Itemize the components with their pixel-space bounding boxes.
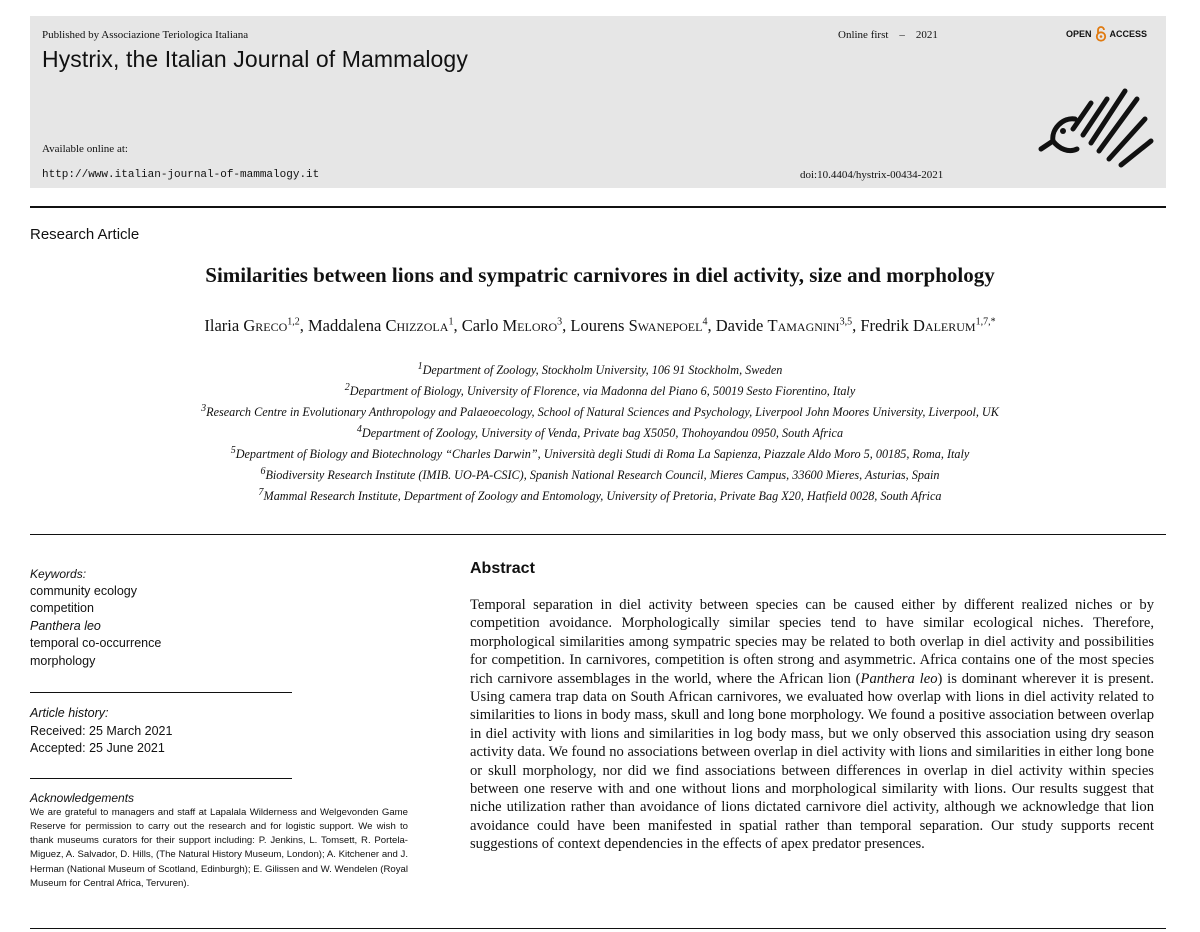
author-separator: , — [453, 316, 462, 335]
affiliation — [0, 400, 1200, 421]
affiliation-text: Biodiversity Research Institute (IMIB. UO-PA-CSIC), Spanish National Research Council, Mieres Campus, 33600 Mieres, Asturias, Spain — [265, 468, 940, 483]
affiliation-number: 7 — [258, 487, 264, 499]
affiliation-text: Department of Zoology, Stockholm University, 106 91 Stockholm, Sweden — [422, 363, 783, 378]
accepted-date: Accepted: 25 June 2021 — [30, 741, 165, 756]
author-first-name: Maddalena — [308, 316, 382, 335]
author-separator: , — [299, 316, 308, 335]
open-access-icon — [1095, 26, 1107, 42]
affiliation-number: 3 — [201, 403, 207, 415]
article-type: Research Article — [30, 226, 140, 243]
section-rule — [30, 534, 1166, 535]
affiliation — [0, 358, 1200, 379]
authors-line — [0, 316, 1200, 336]
affiliation-number: 1 — [417, 361, 423, 372]
author-last-name: Meloro — [502, 316, 558, 335]
author — [570, 316, 715, 335]
affiliation-number: 4 — [356, 424, 362, 436]
author-last-name: Greco — [243, 316, 288, 335]
online-first — [838, 29, 938, 41]
keyword: Panthera leo — [30, 618, 101, 633]
abstract-species: Panthera leo — [860, 670, 938, 687]
open-label: OPEN — [1066, 29, 1092, 39]
author-affiliation-marker: 1 — [448, 316, 454, 328]
author — [204, 316, 308, 335]
affiliations — [0, 358, 1200, 505]
affiliation — [0, 484, 1200, 505]
received-date: Received: 25 March 2021 — [30, 723, 173, 738]
author — [716, 316, 861, 335]
abstract-section — [470, 560, 1154, 854]
online-first-label: Online first — [838, 29, 889, 41]
keywords-list — [30, 583, 410, 670]
bottom-rule — [30, 928, 1166, 929]
access-label: ACCESS — [1109, 29, 1148, 39]
top-rule — [30, 206, 1166, 208]
affiliation-text: Department of Biology, University of Florence, via Madonna del Piano 6, 50019 Sesto Fiorentino, Italy — [349, 384, 856, 399]
author — [462, 316, 571, 335]
author-affiliation-marker: 1,7,* — [975, 316, 996, 328]
abstract-heading: Abstract — [470, 560, 535, 577]
author-affiliation-marker: 1,2 — [287, 316, 300, 328]
acknowledgements-label: Acknowledgements — [30, 790, 135, 805]
publisher: Published by Associazione Teriologica Italiana — [42, 29, 249, 41]
affiliation-number: 6 — [260, 466, 266, 478]
author-last-name: Tamagnini — [767, 316, 840, 335]
affiliation-text: Department of Zoology, University of Venda, Private bag X5050, Thohoyandou 0950, South Africa — [361, 426, 844, 441]
author-separator: , — [707, 316, 716, 335]
author — [860, 316, 995, 335]
affiliation-text: Department of Biology and Biotechnology “Charles Darwin”, Università degli Studi di Roma La Sapienza, Piazzale Aldo Moro 5, 00185, Roma, Italy — [235, 447, 970, 462]
author-first-name: Carlo — [461, 316, 499, 335]
author-last-name: Chizzola — [385, 316, 449, 335]
keyword: morphology — [30, 653, 96, 668]
paper-title: Similarities between lions and sympatric carnivores in diel activity, size and morphology — [205, 263, 995, 287]
author-separator: , — [852, 316, 861, 335]
author-affiliation-marker: 3,5 — [839, 316, 853, 328]
doi[interactable]: doi:10.4404/hystrix-00434-2021 — [800, 169, 944, 181]
journal-url[interactable]: http://www.italian-journal-of-mammalogy.it — [42, 169, 320, 181]
article-history — [30, 705, 410, 758]
author-first-name: Davide — [715, 316, 764, 335]
keyword: community ecology — [30, 584, 137, 598]
affiliation — [0, 442, 1200, 463]
available-online-label: Available online at: — [42, 143, 128, 155]
abstract-part: ) is dominant wherever it is present. Using camera trap data on South African carnivores, we evaluated how overlap with lions in diel activity related to similarities to lions in body mass, skull and long bone morphology. We found a positive association between overlap in diel activity with lions and similarities in log body mass, but we only observed this association using dry season activity data. We found no associations between overlap in diel activity with lions and similarities in either long bone or skull morphology, nor did we find associations between differences in overlap in diel activity within species between one reserve with and one without lions and morphological similarity with lions. Our results suggest that niche utilization rather than avoidance of lions dictated carnivore diel activity, although we acknowledge that lion avoidance could have been manifested in spatial rather than temporal separation. Our study supports recent suggestions of context dependencies in the effects of apex predator presences. — [470, 670, 1155, 853]
affiliation-text: Mammal Research Institute, Department of Zoology and Entomology, University of Pretoria, Private Bag X20, Hatfield 0028, South Africa — [263, 489, 942, 504]
author-first-name: Fredrik — [860, 316, 909, 335]
affiliation-text: Research Centre in Evolutionary Anthropology and Palaeoecology, School of Natural Sciences and Psychology, Liverpool John Moores University, Liverpool, UK — [206, 405, 999, 420]
author-first-name: Ilaria — [204, 316, 240, 335]
author-separator: , — [562, 316, 571, 335]
affiliation — [0, 421, 1200, 442]
author — [308, 316, 462, 335]
keywords-label: Keywords: — [30, 567, 87, 581]
keyword: temporal co-occurrence — [30, 636, 162, 651]
affiliation — [0, 379, 1200, 400]
online-first-dash: – — [899, 29, 905, 41]
author-affiliation-marker: 4 — [702, 316, 708, 328]
history-label: Article history: — [30, 706, 109, 721]
abstract-part: Temporal separation in diel activity between species can be caused either by different realized niches or by competition avoidance. Morphologically similar species tend to have similar ecological niches. Therefore, morphological similarities among sympatric species may be related to both overlap in diel activity and possibilities for competition. In carnivores, competition is often strong and asymmetric. Africa contains one of the most species rich carnivore assemblages in the world, where the African lion ( — [470, 597, 1154, 687]
author-first-name: Lourens — [570, 316, 625, 335]
keyword: competition — [30, 601, 94, 616]
porcupine-logo-icon — [1033, 69, 1159, 169]
author-affiliation-marker: 3 — [557, 316, 563, 328]
affiliation-number: 5 — [230, 445, 236, 457]
author-last-name: Swanepoel — [628, 316, 703, 335]
affiliation-number: 2 — [344, 382, 350, 394]
sidebar-info — [30, 566, 410, 891]
acknowledgements-text: We are grateful to managers and staff at Lapalala Wilderness and Welgevonden Game Reserve for permission to carry out the research and for logistic support. We wish to thank museums curators for their support including: P. Jenkins, L. Tomsett, R. Portela-Miguez, A. Salvador, D. Hills, (The Natural History Museum, London); A. Kitchener and J. Herman (National Museum of Scotland, Edinburgh); E. Gilissen and W. Wendelen (Royal Museum for Central Africa, Tervuren). — [30, 806, 408, 890]
open-access-badge — [1066, 26, 1147, 42]
affiliation — [0, 463, 1200, 484]
author-last-name: Dalerum — [913, 316, 976, 335]
journal-header — [30, 16, 1166, 188]
abstract-text — [470, 596, 1154, 854]
journal-title: Hystrix, the Italian Journal of Mammalogy — [42, 46, 468, 72]
online-first-year: 2021 — [915, 29, 938, 41]
